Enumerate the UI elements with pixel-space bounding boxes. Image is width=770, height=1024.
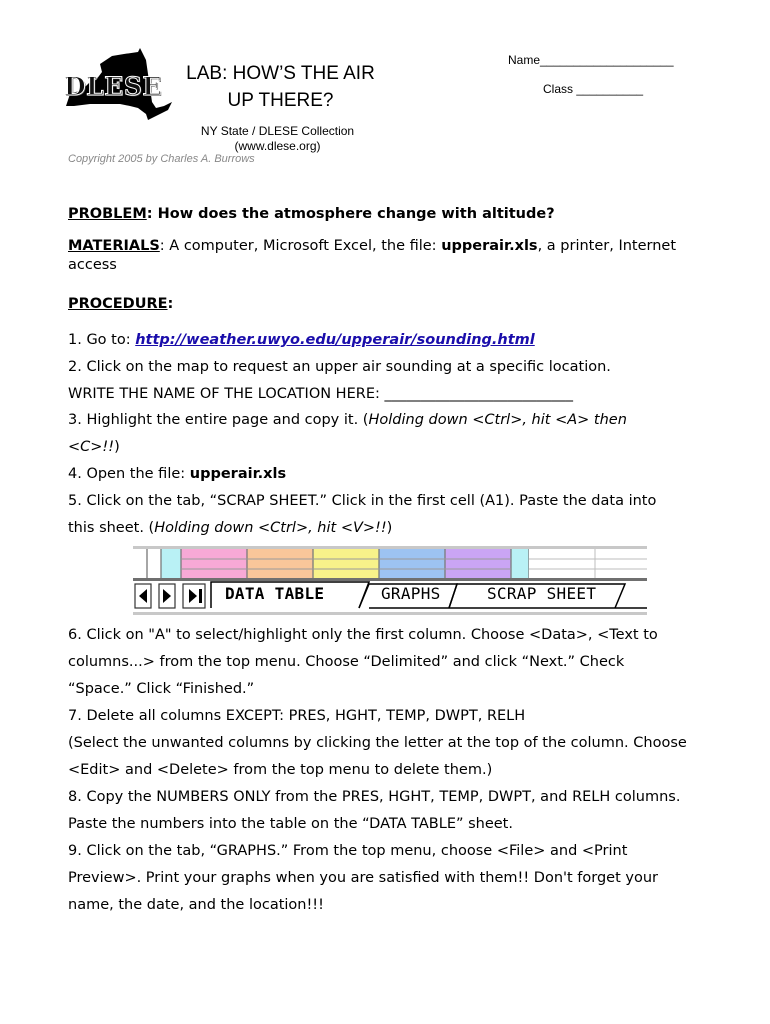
step-3-close: ) <box>114 439 120 455</box>
copyright-notice: Copyright 2005 by Charles A. Burrows <box>68 153 255 165</box>
step-5-shortcut: Holding down <Ctrl>, hit <V>!! <box>154 520 387 536</box>
step-7-line-3: <Edit> and <Delete> from the top menu to delete them.) <box>68 762 493 778</box>
materials-file: upperair.xls <box>441 238 538 254</box>
step-4 <box>68 461 286 488</box>
step-7-line-2: (Select the unwanted columns by clicking the letter at the top of the column. Choose <box>68 735 687 751</box>
step-8: 8. Copy the NUMBERS ONLY from the PRES, HGHT, TEMP, DWPT, and RELH columns. <box>68 789 681 805</box>
step-9-line-3: name, the date, and the location!!! <box>68 897 324 913</box>
step-3-shortcut: Holding down <Ctrl>, hit <A> then <box>368 412 627 428</box>
step-8-line-2: Paste the numbers into the table on the “DATA TABLE” sheet. <box>68 816 513 832</box>
step-6-line-3: “Space.” Click “Finished.” <box>68 681 255 697</box>
step-4-file: upperair.xls <box>189 466 287 482</box>
step-4-text: 4. Open the file: <box>68 466 190 482</box>
step-9: 9. Click on the tab, “GRAPHS.” From the top menu, choose <File> and <Print <box>68 843 628 859</box>
step-5-text: this sheet. ( <box>68 520 155 536</box>
collection-line-1: NY State / DLESE Collection <box>200 124 355 138</box>
procedure-colon: : <box>167 296 174 312</box>
step-1 <box>68 327 535 354</box>
tab-graphs: GRAPHS <box>381 584 441 603</box>
excel-tabs-drawing <box>133 546 647 616</box>
step-3-text: 3. Highlight the entire page and copy it. ( <box>68 412 369 428</box>
step-5: 5. Click on the tab, “SCRAP SHEET.” Click in the first cell (A1). Paste the data into <box>68 493 657 509</box>
tab-data-table: DATA TABLE <box>225 584 325 603</box>
sheet-nav-arrows <box>135 584 205 608</box>
tab-scrap-sheet: SCRAP SHEET <box>487 584 597 603</box>
step-2-location-line: WRITE THE NAME OF THE LOCATION HERE: __________________________ <box>68 386 573 402</box>
step-3-shortcut-cont: <C>!! <box>68 439 115 455</box>
collection-info <box>190 124 365 154</box>
procedure-label: PROCEDURE <box>68 296 168 312</box>
step-6-line-2: columns...> from the top menu. Choose “Delimited” and click “Next.” Check <box>68 654 625 670</box>
step-9-line-2: Preview>. Print your graphs when you are satisfied with them!! Don't forget your <box>68 870 658 886</box>
sounding-url-link[interactable]: http://weather.uwyo.edu/upperair/sounding.html <box>135 332 535 348</box>
lab-title <box>168 60 393 114</box>
materials-label: MATERIALS <box>68 238 160 254</box>
collection-line-2: (www.dlese.org) <box>234 139 321 153</box>
step-7: 7. Delete all columns EXCEPT: PRES, HGHT, TEMP, DWPT, RELH <box>68 708 526 724</box>
step-6: 6. Click on "A" to select/highlight only the first column. Choose <Data>, <Text to <box>68 627 658 643</box>
materials-text-cont: , a printer, Internet <box>537 238 677 254</box>
excel-sheet-tabs-image <box>133 546 647 616</box>
step-5-cont <box>68 515 392 542</box>
problem-text: : How does the atmosphere change with altitude? <box>146 206 555 222</box>
step-3 <box>68 407 627 434</box>
problem-label: PROBLEM <box>68 206 147 222</box>
materials-line-1 <box>68 237 676 255</box>
title-line-1: LAB: HOW’S THE AIR <box>186 63 375 84</box>
materials-line-2: access <box>68 257 117 273</box>
problem-statement <box>68 201 555 228</box>
name-field: Name____________________ <box>508 53 674 67</box>
class-field: Class __________ <box>543 82 644 96</box>
title-line-2: UP THERE? <box>227 90 334 111</box>
procedure-heading <box>68 291 173 318</box>
step-2: 2. Click on the map to request an upper air sounding at a specific location. <box>68 359 611 375</box>
step-1-prefix: 1. Go to: <box>68 332 136 348</box>
step-3-cont <box>68 434 120 461</box>
step-5-close: ) <box>386 520 393 536</box>
dlese-logo: DLESE <box>64 72 162 101</box>
materials-text: : A computer, Microsoft Excel, the file: <box>159 238 442 254</box>
